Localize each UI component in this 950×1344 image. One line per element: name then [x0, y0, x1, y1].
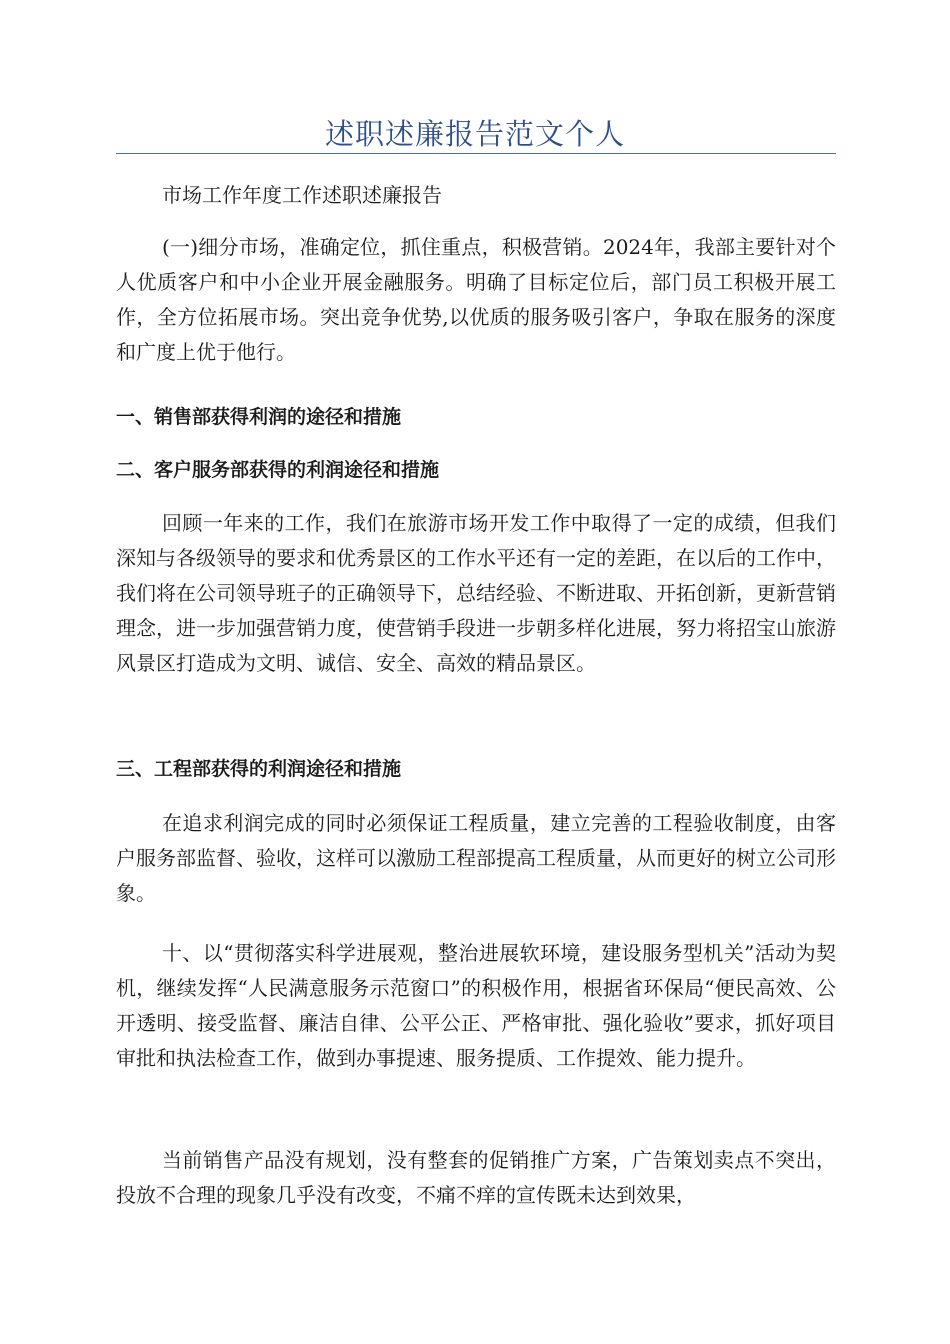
document-title: 述职述廉报告范文个人	[324, 117, 625, 151]
section-heading-customer-service: 二、客户服务部获得的利润途径和措施	[116, 459, 440, 481]
paragraph-engineering-quality: 在追求利润完成的同时必须保证工程质量，建立完善的工程验收制度，由客户服务部监督、验收，这样可以激励工程部提高工程质量，从而更好的树立公司形象。	[116, 811, 836, 905]
paragraph-review: 回顾一年来的工作，我们在旅游市场开发工作中取得了一定的成绩，但我们深知与各级领导的要求和优秀景区的工作水平还有一定的差距，在以后的工作中，我们将在公司领导班子的正确领导下，总结经验、不断进取、开拓创新，更新营销理念，进一步加强营销力度，使营销手段进一步朝多样化进展，努力将招宝山旅游风景区打造成为文明、诚信、安全、高效的精品景区。	[116, 511, 836, 675]
paragraph-market-segmentation: (一)细分市场，准确定位，抓住重点，积极营销。2024年，我部主要针对个人优质客户和中小企业开展金融服务。明确了目标定位后，部门员工积极开展工作，全方位拓展市场。突出竞争优势,以优质的服务吸引客户，争取在服务的深度和广度上优于他行。	[116, 235, 836, 364]
title-divider	[116, 153, 836, 154]
paragraph-service-window: 十、以“贯彻落实科学进展观，整治进展软环境，建设服务型机关”活动为契机，继续发挥“人民满意服务示范窗口”的积极作用，根据省环保局“便民高效、公开透明、接受监督、廉洁自律、公平公正、严格审批、强化验收”要求，抓好项目审批和执法检查工作，做到办事提速、服务提质、工作提效、能力提升。	[116, 941, 836, 1070]
report-subtitle-paragraph: 市场工作年度工作述职述廉报告	[162, 183, 442, 207]
section-heading-engineering: 三、工程部获得的利润途径和措施	[116, 758, 402, 780]
paragraph-sales-planning: 当前销售产品没有规划，没有整套的促销推广方案，广告策划卖点不突出，投放不合理的现象几乎没有改变，不痛不痒的宣传既未达到效果，	[116, 1148, 836, 1207]
section-heading-sales: 一、销售部获得利润的途径和措施	[116, 406, 402, 428]
